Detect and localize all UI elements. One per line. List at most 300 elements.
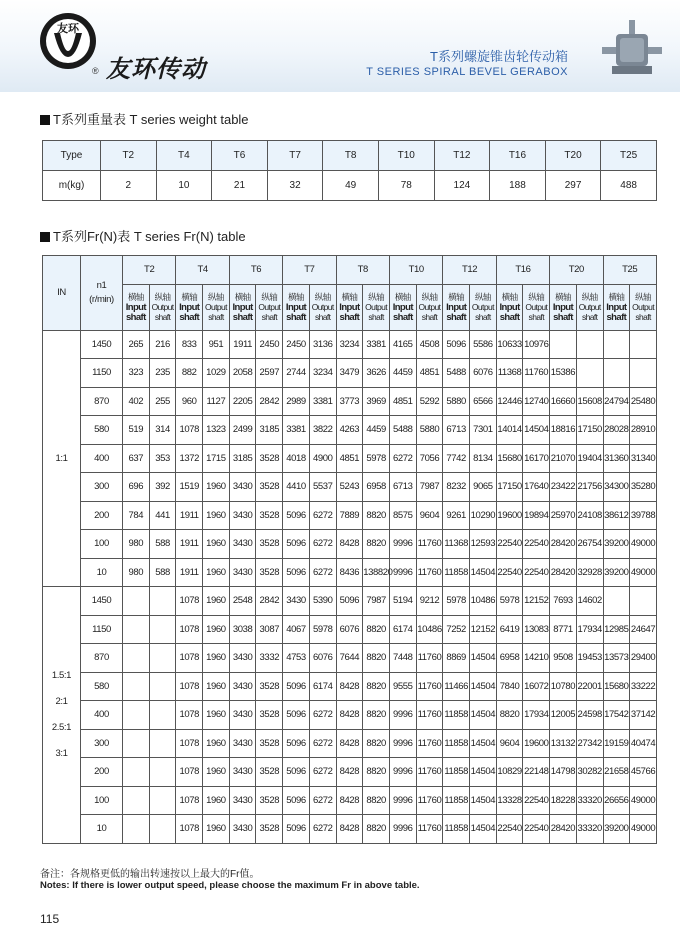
fr-value-cell: 5096 bbox=[283, 558, 310, 587]
fr-value-cell bbox=[630, 330, 657, 359]
fr-value-cell: 2597 bbox=[256, 359, 283, 388]
fr-value-cell: 1078 bbox=[176, 758, 203, 787]
fr-value-cell: 12446 bbox=[496, 387, 523, 416]
shaft-output-header bbox=[363, 284, 390, 330]
fr-value-cell: 6272 bbox=[309, 786, 336, 815]
weight-type-cell: T8 bbox=[323, 141, 379, 171]
fr-value-cell: 3430 bbox=[229, 758, 256, 787]
fr-value-cell: 6174 bbox=[389, 615, 416, 644]
fr-value-cell: 3528 bbox=[256, 672, 283, 701]
fr-table bbox=[42, 255, 657, 844]
fr-value-cell: 4900 bbox=[309, 444, 336, 473]
fr-value-cell: 3430 bbox=[229, 815, 256, 844]
fr-value-cell: 2744 bbox=[283, 359, 310, 388]
mass-label: m(kg) bbox=[43, 171, 101, 201]
fr-value-cell: 3234 bbox=[336, 330, 363, 359]
fr-value-cell: 5537 bbox=[309, 473, 336, 502]
fr-value-cell: 5292 bbox=[416, 387, 443, 416]
fr-value-cell: 5978 bbox=[443, 587, 470, 616]
rpm-cell: 1150 bbox=[81, 615, 123, 644]
shaft-label-en2: shaft bbox=[421, 312, 438, 322]
fr-value-cell: 1960 bbox=[203, 758, 230, 787]
fr-value-cell: 11760 bbox=[416, 729, 443, 758]
shaft-label-cn: 横轴 bbox=[608, 291, 625, 302]
fr-value-cell: 13132 bbox=[550, 729, 577, 758]
fr-value-cell: 14504 bbox=[470, 786, 497, 815]
shaft-label-en2: shaft bbox=[392, 311, 413, 323]
fr-value-cell: 6713 bbox=[443, 416, 470, 445]
fr-value-cell: 11760 bbox=[416, 815, 443, 844]
fr-value-cell: 14504 bbox=[470, 701, 497, 730]
fr-value-cell: 960 bbox=[176, 387, 203, 416]
shaft-label-cn: 横轴 bbox=[341, 291, 358, 302]
fr-value-cell: 11760 bbox=[416, 672, 443, 701]
fr-value-cell: 8428 bbox=[336, 815, 363, 844]
shaft-label-en: Input bbox=[552, 301, 574, 313]
fr-value-cell: 138820 bbox=[363, 558, 390, 587]
fr-value-cell: 6076 bbox=[309, 644, 336, 673]
shaft-input-header bbox=[336, 284, 363, 330]
fr-data-row bbox=[43, 530, 657, 559]
fr-value-cell: 12593 bbox=[470, 530, 497, 559]
weight-mass-row bbox=[43, 171, 657, 201]
fr-value-cell bbox=[630, 359, 657, 388]
fr-value-cell: 3185 bbox=[256, 416, 283, 445]
shaft-label-cn: 横轴 bbox=[555, 291, 571, 302]
fr-value-cell: 28028 bbox=[603, 416, 630, 445]
rpm-cell: 400 bbox=[81, 701, 123, 730]
in-label: IN bbox=[43, 256, 81, 331]
fr-value-cell: 14504 bbox=[470, 558, 497, 587]
fr-value-cell: 25970 bbox=[550, 501, 577, 530]
fr-value-cell: 1078 bbox=[176, 644, 203, 673]
shaft-output-header bbox=[416, 284, 443, 330]
fr-value-cell: 28420 bbox=[550, 558, 577, 587]
shaft-label-en2: shaft bbox=[314, 312, 331, 322]
fr-value-cell: 8428 bbox=[336, 758, 363, 787]
fr-value-cell: 19600 bbox=[523, 729, 550, 758]
fr-value-cell bbox=[576, 359, 603, 388]
fr-value-cell: 24794 bbox=[603, 387, 630, 416]
fr-value-cell: 15680 bbox=[496, 444, 523, 473]
shaft-label-en: Output bbox=[418, 302, 441, 312]
fr-value-cell: 951 bbox=[203, 330, 230, 359]
fr-value-cell bbox=[149, 587, 176, 616]
fr-type-header: T25 bbox=[603, 256, 656, 285]
fr-value-cell: 16170 bbox=[523, 444, 550, 473]
fr-value-cell: 3528 bbox=[256, 444, 283, 473]
shaft-label-en2: shaft bbox=[528, 312, 544, 322]
fr-value-cell: 4410 bbox=[283, 473, 310, 502]
fr-value-cell: 323 bbox=[123, 359, 150, 388]
fr-value-cell bbox=[149, 701, 176, 730]
fr-value-cell bbox=[123, 615, 150, 644]
fr-value-cell: 5096 bbox=[283, 501, 310, 530]
fr-value-cell: 3528 bbox=[256, 786, 283, 815]
fr-value-cell: 1078 bbox=[176, 815, 203, 844]
fr-value-cell: 24598 bbox=[576, 701, 603, 730]
fr-value-cell: 4851 bbox=[416, 359, 443, 388]
weight-type-cell: T10 bbox=[378, 141, 434, 171]
fr-value-cell: 17934 bbox=[576, 615, 603, 644]
fr-type-header: T2 bbox=[123, 256, 176, 285]
fr-value-cell: 4753 bbox=[283, 644, 310, 673]
fr-value-cell: 3479 bbox=[336, 359, 363, 388]
fr-value-cell: 5096 bbox=[283, 815, 310, 844]
fr-value-cell: 28910 bbox=[630, 416, 657, 445]
fr-value-cell bbox=[149, 758, 176, 787]
shaft-label-en2: shaft bbox=[339, 311, 360, 323]
fr-data-row bbox=[43, 644, 657, 673]
shaft-label-en: Output bbox=[471, 302, 494, 312]
fr-value-cell: 8820 bbox=[363, 758, 390, 787]
shaft-output-header bbox=[470, 284, 497, 330]
logo-text: 友环 bbox=[57, 23, 79, 35]
fr-value-cell: 7987 bbox=[416, 473, 443, 502]
fr-value-cell: 19894 bbox=[523, 501, 550, 530]
fr-value-cell: 2450 bbox=[283, 330, 310, 359]
weight-mass-cell: 124 bbox=[434, 171, 490, 201]
fr-value-cell: 3381 bbox=[283, 416, 310, 445]
fr-value-cell: 11760 bbox=[416, 701, 443, 730]
note-cn: 备注：各规格更低的输出转速按以上最大的Fr值。 bbox=[40, 869, 260, 880]
fr-value-cell: 3430 bbox=[229, 644, 256, 673]
shaft-label-cn: 纵轴 bbox=[154, 292, 171, 302]
ratio-label: 3:1 bbox=[55, 747, 68, 759]
fr-value-cell bbox=[123, 729, 150, 758]
weight-mass-cell: 21 bbox=[212, 171, 268, 201]
fr-value-cell: 22540 bbox=[523, 786, 550, 815]
shaft-label-cn: 纵轴 bbox=[261, 292, 278, 302]
shaft-input-header bbox=[603, 284, 630, 330]
shaft-input-header bbox=[229, 284, 256, 330]
fr-value-cell: 7889 bbox=[336, 501, 363, 530]
fr-value-cell: 4067 bbox=[283, 615, 310, 644]
fr-value-cell: 1960 bbox=[203, 701, 230, 730]
fr-value-cell: 5096 bbox=[283, 530, 310, 559]
fr-value-cell: 1960 bbox=[203, 815, 230, 844]
shaft-label-en: Output bbox=[525, 302, 548, 312]
fr-value-cell: 14210 bbox=[523, 644, 550, 673]
fr-value-cell: 7252 bbox=[443, 615, 470, 644]
fr-value-cell: 39200 bbox=[603, 558, 630, 587]
shaft-label-cn: 横轴 bbox=[127, 291, 144, 302]
shaft-label-en: Output bbox=[151, 302, 174, 312]
shaft-label-en2: shaft bbox=[475, 312, 491, 322]
weight-table-title: T系列重量表 T series weight table bbox=[40, 109, 249, 128]
rpm-cell: 1450 bbox=[81, 330, 123, 359]
weight-mass-cell: 188 bbox=[490, 171, 546, 201]
fr-type-header: T6 bbox=[229, 256, 282, 285]
weight-type-cell: T4 bbox=[156, 141, 212, 171]
shaft-label-cn: 纵轴 bbox=[474, 292, 491, 302]
fr-value-cell: 4165 bbox=[389, 330, 416, 359]
rpm-cell: 870 bbox=[81, 644, 123, 673]
fr-value-cell: 14014 bbox=[496, 416, 523, 445]
fr-value-cell: 10829 bbox=[496, 758, 523, 787]
fr-value-cell: 11760 bbox=[523, 359, 550, 388]
fr-value-cell: 3626 bbox=[363, 359, 390, 388]
fr-value-cell: 588 bbox=[149, 558, 176, 587]
fr-value-cell: 12740 bbox=[523, 387, 550, 416]
rpm-cell: 200 bbox=[81, 501, 123, 530]
fr-type-header: T20 bbox=[550, 256, 603, 285]
fr-value-cell: 1323 bbox=[203, 416, 230, 445]
fr-subheader-row bbox=[43, 284, 657, 330]
fr-value-cell: 49000 bbox=[630, 786, 657, 815]
fr-value-cell bbox=[603, 587, 630, 616]
fr-value-cell: 33320 bbox=[576, 786, 603, 815]
fr-value-cell: 17640 bbox=[523, 473, 550, 502]
fr-value-cell: 1960 bbox=[203, 615, 230, 644]
fr-value-cell: 19159 bbox=[603, 729, 630, 758]
ratio-label: 2:1 bbox=[55, 695, 68, 707]
fr-value-cell: 5978 bbox=[309, 615, 336, 644]
fr-value-cell: 588 bbox=[149, 530, 176, 559]
shaft-input-header bbox=[443, 284, 470, 330]
fr-value-cell: 265 bbox=[123, 330, 150, 359]
fr-value-cell: 6958 bbox=[363, 473, 390, 502]
fr-value-cell: 4851 bbox=[336, 444, 363, 473]
fr-value-cell: 13573 bbox=[603, 644, 630, 673]
fr-value-cell: 39200 bbox=[603, 815, 630, 844]
fr-type-header: T7 bbox=[283, 256, 336, 285]
shaft-output-header bbox=[576, 284, 603, 330]
fr-value-cell: 2205 bbox=[229, 387, 256, 416]
fr-value-cell: 14602 bbox=[576, 587, 603, 616]
fr-value-cell: 7693 bbox=[550, 587, 577, 616]
fr-value-cell: 25480 bbox=[630, 387, 657, 416]
gearbox-image-icon bbox=[602, 20, 662, 80]
ratio-label: 1.5:1 bbox=[51, 669, 72, 681]
weight-type-row bbox=[43, 141, 657, 171]
fr-value-cell: 11760 bbox=[416, 644, 443, 673]
fr-value-cell: 402 bbox=[123, 387, 150, 416]
fr-value-cell: 1078 bbox=[176, 587, 203, 616]
fr-value-cell: 3969 bbox=[363, 387, 390, 416]
fr-value-cell: 28420 bbox=[550, 815, 577, 844]
fr-data-row bbox=[43, 672, 657, 701]
shaft-label-cn: 横轴 bbox=[501, 291, 518, 302]
fr-value-cell: 11858 bbox=[443, 701, 470, 730]
fr-value-cell: 784 bbox=[123, 501, 150, 530]
fr-value-cell: 1715 bbox=[203, 444, 230, 473]
fr-value-cell: 3528 bbox=[256, 758, 283, 787]
weight-table bbox=[42, 140, 657, 201]
rpm-cell: 200 bbox=[81, 758, 123, 787]
fr-value-cell: 3822 bbox=[309, 416, 336, 445]
shaft-label-en: Input bbox=[446, 301, 467, 313]
fr-type-header: T4 bbox=[176, 256, 229, 285]
fr-value-cell: 3234 bbox=[309, 359, 336, 388]
fr-value-cell: 6272 bbox=[309, 758, 336, 787]
fr-value-cell: 3430 bbox=[229, 701, 256, 730]
fr-value-cell: 19600 bbox=[496, 501, 523, 530]
shaft-label-en2: shaft bbox=[208, 312, 224, 322]
fr-value-cell: 4508 bbox=[416, 330, 443, 359]
page-header bbox=[0, 0, 680, 92]
fr-value-cell: 8428 bbox=[336, 701, 363, 730]
shaft-output-header bbox=[523, 284, 550, 330]
fr-value-cell: 21658 bbox=[603, 758, 630, 787]
fr-value-cell: 11858 bbox=[443, 786, 470, 815]
fr-value-cell: 21756 bbox=[576, 473, 603, 502]
shaft-output-header bbox=[203, 284, 230, 330]
weight-type-cell: T7 bbox=[267, 141, 323, 171]
fr-value-cell: 39788 bbox=[630, 501, 657, 530]
fr-value-cell: 5978 bbox=[496, 587, 523, 616]
fr-value-cell: 3528 bbox=[256, 558, 283, 587]
fr-value-cell: 1078 bbox=[176, 701, 203, 730]
fr-type-header: T10 bbox=[389, 256, 442, 285]
shaft-label-en2: shaft bbox=[446, 311, 467, 323]
fr-value-cell: 9604 bbox=[496, 729, 523, 758]
fr-value-cell: 45766 bbox=[630, 758, 657, 787]
fr-value-cell: 14798 bbox=[550, 758, 577, 787]
fr-value-cell: 9996 bbox=[389, 758, 416, 787]
fr-value-cell: 2450 bbox=[256, 330, 283, 359]
fr-table-title: T系列Fr(N)表 T series Fr(N) table bbox=[40, 226, 246, 245]
fr-value-cell: 40474 bbox=[630, 729, 657, 758]
fr-value-cell: 5880 bbox=[443, 387, 470, 416]
fr-data-row bbox=[43, 615, 657, 644]
weight-type-cell: T16 bbox=[490, 141, 546, 171]
fr-value-cell bbox=[149, 644, 176, 673]
fr-value-cell: 4851 bbox=[389, 387, 416, 416]
rpm-cell: 580 bbox=[81, 672, 123, 701]
rpm-cell: 100 bbox=[81, 786, 123, 815]
fr-value-cell: 3528 bbox=[256, 530, 283, 559]
fr-value-cell: 6174 bbox=[309, 672, 336, 701]
rpm-cell: 10 bbox=[81, 815, 123, 844]
fr-value-cell: 1078 bbox=[176, 729, 203, 758]
fr-value-cell: 353 bbox=[149, 444, 176, 473]
fr-value-cell: 8820 bbox=[363, 815, 390, 844]
fr-value-cell: 10486 bbox=[470, 587, 497, 616]
weight-type-cell: T2 bbox=[101, 141, 157, 171]
fr-value-cell bbox=[576, 330, 603, 359]
fr-data-row bbox=[43, 359, 657, 388]
fr-type-header: T16 bbox=[496, 256, 549, 285]
fr-value-cell: 12152 bbox=[470, 615, 497, 644]
fr-value-cell: 13328 bbox=[496, 786, 523, 815]
fr-value-cell: 7056 bbox=[416, 444, 443, 473]
fr-data-row bbox=[43, 444, 657, 473]
weight-type-cell: T12 bbox=[434, 141, 490, 171]
fr-value-cell: 15680 bbox=[603, 672, 630, 701]
shaft-label-cn: 纵轴 bbox=[421, 292, 438, 302]
fr-value-cell: 255 bbox=[149, 387, 176, 416]
fr-value-cell bbox=[149, 672, 176, 701]
fr-value-cell: 5096 bbox=[443, 330, 470, 359]
weight-type-cell: T20 bbox=[545, 141, 601, 171]
fr-value-cell: 1372 bbox=[176, 444, 203, 473]
fr-value-cell: 6958 bbox=[496, 644, 523, 673]
shaft-label-en: Input bbox=[125, 301, 146, 313]
fr-value-cell: 22540 bbox=[496, 558, 523, 587]
fr-value-cell: 11760 bbox=[416, 786, 443, 815]
fr-value-cell: 11368 bbox=[496, 359, 523, 388]
fr-value-cell: 49000 bbox=[630, 815, 657, 844]
series-title-cn: T系列螺旋锥齿轮传动箱 bbox=[430, 49, 568, 64]
fr-header-row bbox=[43, 256, 657, 285]
fr-value-cell: 8428 bbox=[336, 672, 363, 701]
ratio-label: 2.5:1 bbox=[51, 721, 72, 733]
shaft-label-en: Input bbox=[499, 301, 520, 313]
fr-value-cell: 3185 bbox=[229, 444, 256, 473]
fr-value-cell: 8820 bbox=[363, 729, 390, 758]
fr-value-cell: 1078 bbox=[176, 786, 203, 815]
fr-value-cell: 6713 bbox=[389, 473, 416, 502]
fr-value-cell: 3528 bbox=[256, 701, 283, 730]
shaft-label-en2: shaft bbox=[154, 312, 171, 322]
fr-value-cell: 17150 bbox=[496, 473, 523, 502]
weight-mass-cell: 10 bbox=[156, 171, 212, 201]
n1-label: n1 bbox=[96, 279, 107, 291]
fr-value-cell: 2548 bbox=[229, 587, 256, 616]
fr-value-cell: 9996 bbox=[389, 729, 416, 758]
fr-value-cell: 33222 bbox=[630, 672, 657, 701]
shaft-label-en2: shaft bbox=[635, 312, 651, 322]
fr-value-cell: 26754 bbox=[576, 530, 603, 559]
series-title-en: T SERIES SPIRAL BEVEL GERABOX bbox=[366, 66, 568, 78]
fr-value-cell: 1960 bbox=[203, 473, 230, 502]
fr-data-row bbox=[43, 387, 657, 416]
rpm-cell: 1150 bbox=[81, 359, 123, 388]
fr-value-cell bbox=[123, 815, 150, 844]
fr-data-row bbox=[43, 587, 657, 616]
shaft-label-en2: shaft bbox=[368, 312, 384, 322]
fr-value-cell: 32928 bbox=[576, 558, 603, 587]
fr-value-cell: 3430 bbox=[229, 473, 256, 502]
fr-data-row bbox=[43, 786, 657, 815]
fr-value-cell: 28420 bbox=[550, 530, 577, 559]
fr-value-cell: 441 bbox=[149, 501, 176, 530]
fr-value-cell: 35280 bbox=[630, 473, 657, 502]
fr-value-cell: 5488 bbox=[443, 359, 470, 388]
shaft-label-en: Output bbox=[204, 302, 227, 312]
fr-value-cell: 13083 bbox=[523, 615, 550, 644]
shaft-label-en2: shaft bbox=[581, 312, 598, 322]
fr-value-cell: 9212 bbox=[416, 587, 443, 616]
fr-value-cell: 7987 bbox=[363, 587, 390, 616]
fr-value-cell: 8134 bbox=[470, 444, 497, 473]
shaft-label-en2: shaft bbox=[261, 312, 278, 322]
fr-value-cell: 1911 bbox=[229, 330, 256, 359]
fr-value-cell: 7840 bbox=[496, 672, 523, 701]
shaft-label-en: Input bbox=[179, 301, 200, 313]
fr-value-cell bbox=[603, 359, 630, 388]
weight-type-cell: T6 bbox=[212, 141, 268, 171]
type-label: Type bbox=[43, 141, 101, 171]
fr-value-cell: 1127 bbox=[203, 387, 230, 416]
fr-value-cell: 3332 bbox=[256, 644, 283, 673]
fr-value-cell: 14504 bbox=[470, 672, 497, 701]
fr-value-cell: 6076 bbox=[336, 615, 363, 644]
shaft-label-en: Input bbox=[232, 301, 253, 313]
fr-value-cell: 5586 bbox=[470, 330, 497, 359]
fr-value-cell: 22540 bbox=[496, 530, 523, 559]
fr-value-cell: 2499 bbox=[229, 416, 256, 445]
fr-value-cell: 17542 bbox=[603, 701, 630, 730]
fr-value-cell: 3430 bbox=[229, 672, 256, 701]
rpm-cell: 300 bbox=[81, 729, 123, 758]
fr-value-cell: 14504 bbox=[470, 644, 497, 673]
fr-value-cell: 7742 bbox=[443, 444, 470, 473]
fr-value-cell: 6419 bbox=[496, 615, 523, 644]
fr-value-cell: 8428 bbox=[336, 729, 363, 758]
fr-value-cell: 38612 bbox=[603, 501, 630, 530]
